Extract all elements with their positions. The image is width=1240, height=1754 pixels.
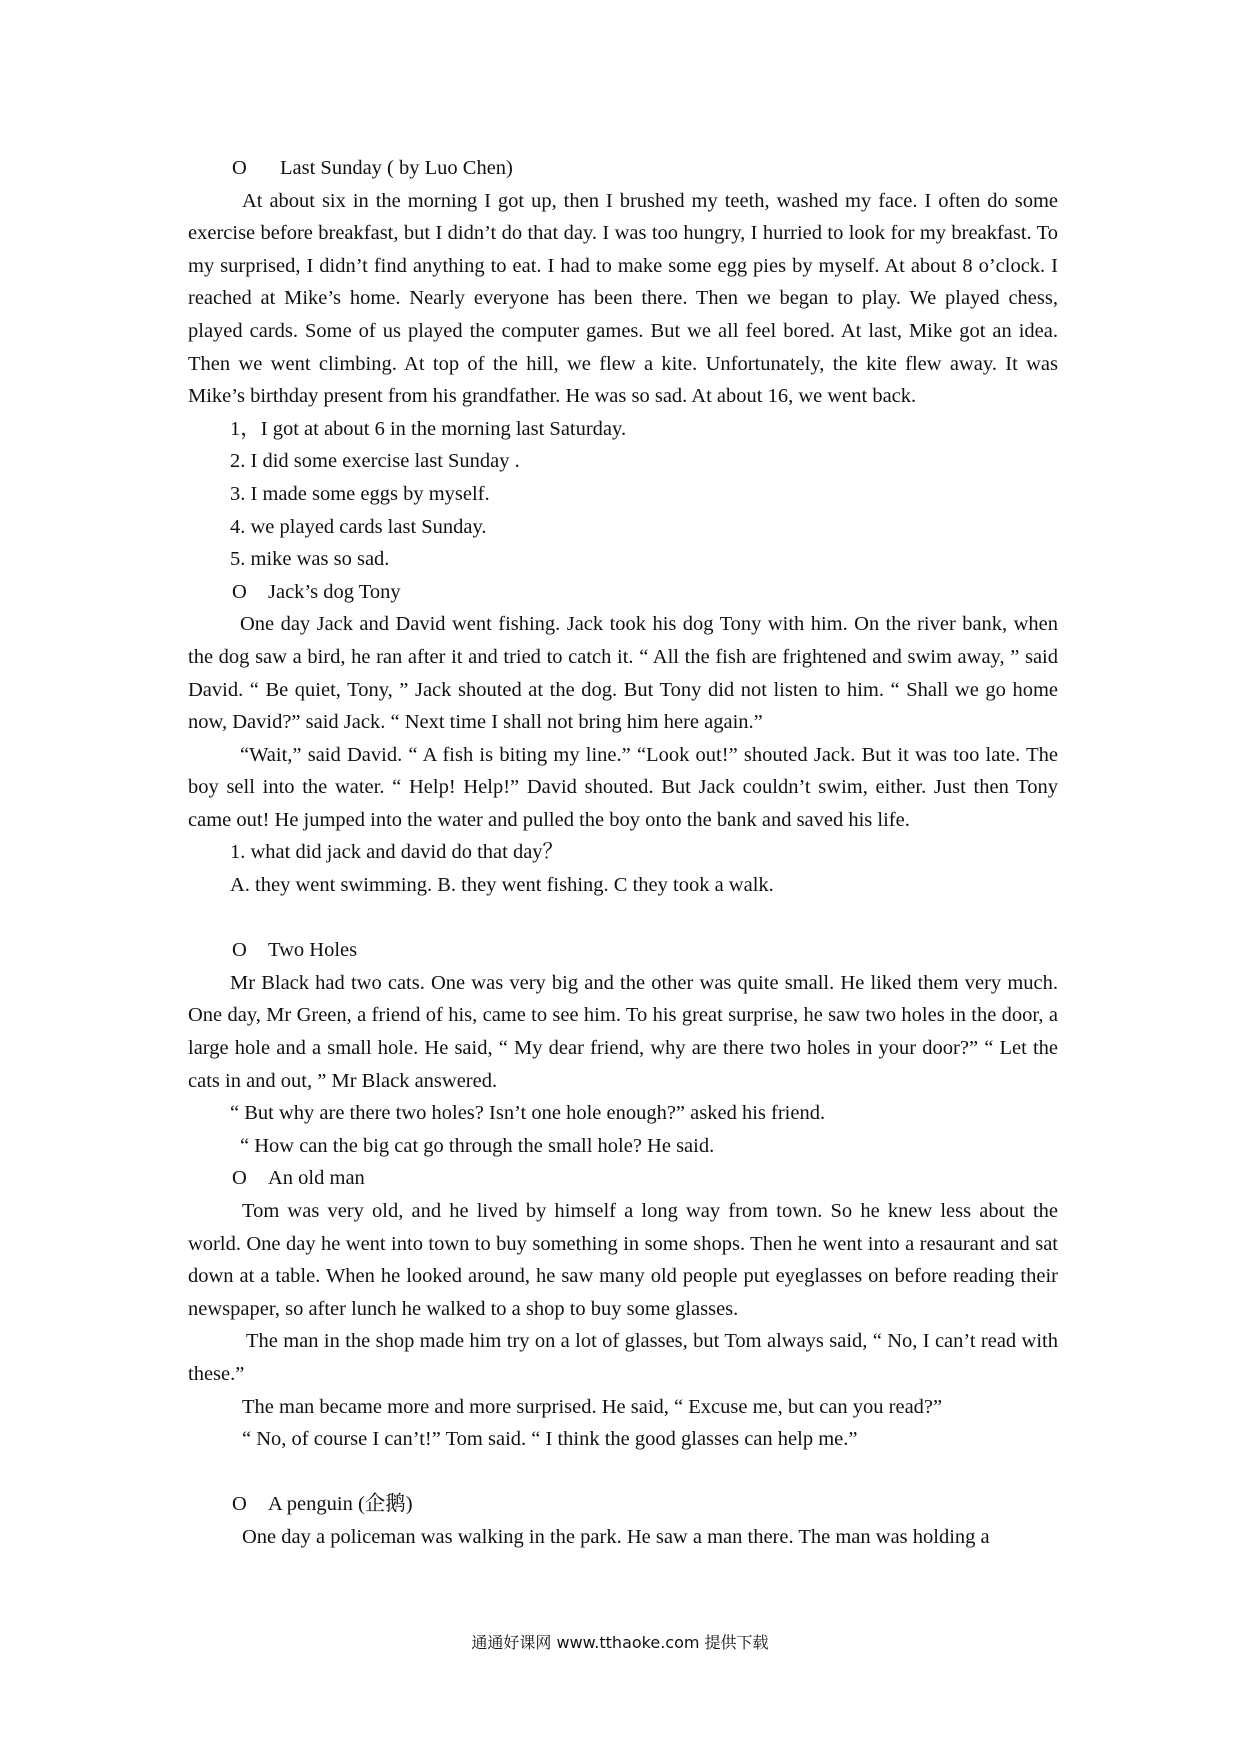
statement-item: 2. I did some exercise last Sunday . xyxy=(230,450,520,473)
story-paragraph: “ No, of course I can’t!” Tom said. “ I think the good glasses can help me.” xyxy=(242,1428,858,1451)
section-title: Last Sunday ( by Luo Chen) xyxy=(280,157,513,179)
statement-item: 5. mike was so sad. xyxy=(230,548,390,571)
story-line: “ But why are there two holes? Isn’t one hole enough?” asked his friend. xyxy=(230,1102,826,1125)
story-paragraph: One day a policeman was walking in the park. He saw a man there. The man was holding a xyxy=(242,1525,990,1548)
section-heading-jacks-dog xyxy=(188,576,1058,609)
answer-options: A. they went swimming. B. they went fishing. C they took a walk. xyxy=(230,874,774,897)
story-paragraph: At about six in the morning I got up, then I brushed my teeth, washed my face. I often do some exercise before breakfast, but I didn’t do that day. I was too hungry, I hurried to look for my breakfast. To my surprised, I didn’t find anything to eat. I had to make some egg pies by myself. At about 8 o’clock. I reached at Mike’s home. Nearly everyone has been there. Then we began to play. We played chess, played cards. Some of us played the computer games. But we all feel bored. At last, Mike got an idea. Then we went climbing. At top of the hill, we flew a kite. Unfortunately, the kite flew away. It was Mike’s birthday present from his grandfather. He was so sad. At about 16, we went back. xyxy=(188,189,1058,408)
section-title: A penguin (企鹅) xyxy=(268,1493,413,1516)
bullet-marker: O xyxy=(232,157,247,179)
story-paragraph: Mr Black had two cats. One was very big and the other was quite small. He liked them very much. One day, Mr Green, a friend of his, came to see him. To his great surprise, he saw two holes in the door, a large hole and a small hole. He said, “ My dear friend, why are there two holes in your door?” “ Let the cats in and out, ” Mr Black answered. xyxy=(188,971,1058,1092)
statement-item: 3. I made some eggs by myself. xyxy=(230,482,490,505)
section-gap xyxy=(188,1456,1058,1489)
story-paragraph: One day Jack and David went fishing. Jack took his dog Tony with him. On the river bank, when the dog saw a bird, he ran after it and tried to catch it. “ All the fish are frightened and swim away, ” said David. “ Be quiet, Tony, ” Jack shouted at the dog. But Tony did not listen to him. “ Shall we go home now, David?” said Jack. “ Next time I shall not bring him here again.” xyxy=(188,613,1058,734)
document-body xyxy=(188,152,1058,1554)
section-title: Two Holes xyxy=(268,939,358,962)
bullet-marker: O xyxy=(232,1167,247,1190)
section-heading-old-man xyxy=(188,1162,1058,1195)
section-heading-two-holes xyxy=(188,934,1058,967)
section-gap xyxy=(188,902,1058,935)
bullet-marker: O xyxy=(232,580,247,603)
story-line: “ How can the big cat go through the small hole? He said. xyxy=(240,1134,715,1157)
bullet-marker: O xyxy=(232,939,247,962)
statement-item: 1，I got at about 6 in the morning last Saturday. xyxy=(230,417,627,440)
statement-item: 4. we played cards last Sunday. xyxy=(230,515,487,538)
story-paragraph: The man became more and more surprised. He said, “ Excuse me, but can you read?” xyxy=(242,1395,943,1418)
section-title: Jack’s dog Tony xyxy=(268,580,401,603)
story-paragraph: The man in the shop made him try on a lot of glasses, but Tom always said, “ No, I can’t read with these.” xyxy=(188,1330,1058,1385)
story-paragraph: Tom was very old, and he lived by himself a long way from town. So he knew less about the world. One day he went into town to buy something in some shops. Then he went into a resaurant and sat down at a table. When he looked around, he saw many old people put eyeglasses on before reading their newspaper, so after lunch he walked to a shop to buy some glasses. xyxy=(188,1200,1058,1320)
bullet-marker: O xyxy=(232,1493,247,1516)
section-heading-last-sunday xyxy=(188,152,1058,185)
question-item: 1. what did jack and david do that day？ xyxy=(230,841,564,864)
section-title: An old man xyxy=(268,1167,365,1190)
story-paragraph: “Wait,” said David. “ A fish is biting my line.” “Look out!” shouted Jack. But it was too late. The boy sell into the water. “ Help! Help!” David shouted. But Jack couldn’t swim, either. Just then Tony came out! He jumped into the water and pulled the boy onto the bank and saved his life. xyxy=(188,743,1058,831)
page-footer: 通通好课网 www.tthaoke.com 提供下载 xyxy=(471,1633,769,1652)
section-heading-penguin xyxy=(188,1488,1058,1521)
